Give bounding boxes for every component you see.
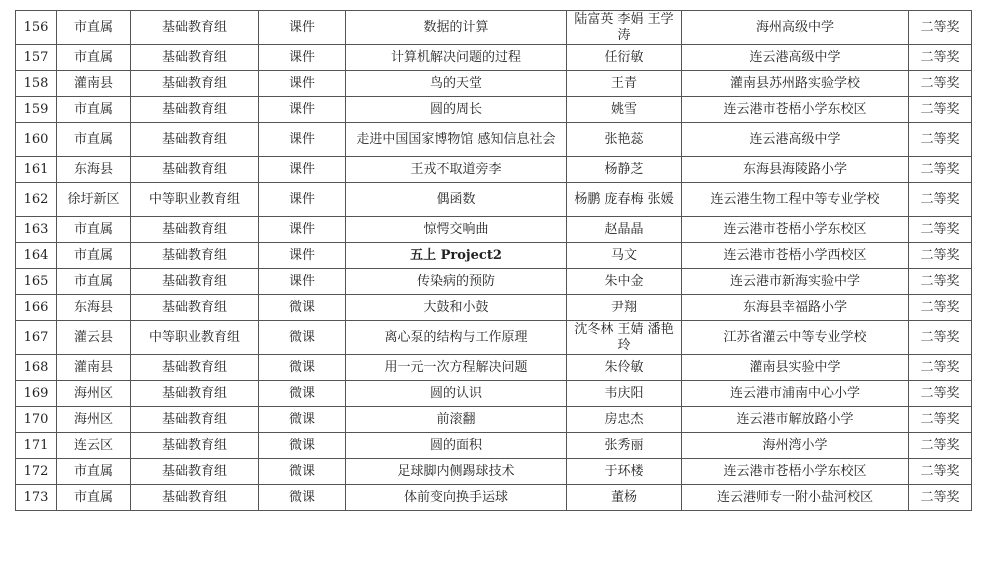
award-cell: 二等奖 [909, 485, 972, 511]
region-cell: 灌南县 [57, 71, 131, 97]
school-cell: 灌南县实验中学 [682, 355, 909, 381]
category-cell: 微课 [259, 459, 346, 485]
region-cell: 徐圩新区 [57, 183, 131, 217]
table-row [16, 407, 972, 433]
school-cell: 连云港市苍梧小学东校区 [682, 217, 909, 243]
region-cell: 市直属 [57, 217, 131, 243]
region-cell: 市直属 [57, 11, 131, 45]
row-number: 164 [16, 243, 57, 269]
award-cell: 二等奖 [909, 433, 972, 459]
school-cell: 连云港市苍梧小学西校区 [682, 243, 909, 269]
award-cell: 二等奖 [909, 45, 972, 71]
title-cell: 用一元一次方程解决问题 [346, 355, 567, 381]
category-cell: 课件 [259, 71, 346, 97]
title-cell: 大鼓和小鼓 [346, 295, 567, 321]
row-number: 172 [16, 459, 57, 485]
school-cell: 海州高级中学 [682, 11, 909, 45]
authors-cell: 房忠杰 [567, 407, 682, 433]
group-cell: 基础教育组 [131, 459, 259, 485]
table-row [16, 217, 972, 243]
group-cell: 基础教育组 [131, 11, 259, 45]
title-cell: 五上 Project2 [346, 243, 567, 269]
school-cell: 东海县海陵路小学 [682, 157, 909, 183]
category-cell: 微课 [259, 381, 346, 407]
row-number: 156 [16, 11, 57, 45]
category-cell: 微课 [259, 355, 346, 381]
row-number: 158 [16, 71, 57, 97]
award-cell: 二等奖 [909, 407, 972, 433]
row-number: 167 [16, 321, 57, 355]
table-row [16, 123, 972, 157]
school-cell: 连云港市新海实验中学 [682, 269, 909, 295]
table-row [16, 71, 972, 97]
title-cell: 体前变向换手运球 [346, 485, 567, 511]
school-cell: 连云港市苍梧小学东校区 [682, 459, 909, 485]
category-cell: 课件 [259, 11, 346, 45]
award-cell: 二等奖 [909, 217, 972, 243]
category-cell: 课件 [259, 157, 346, 183]
region-cell: 市直属 [57, 485, 131, 511]
group-cell: 基础教育组 [131, 355, 259, 381]
group-cell: 基础教育组 [131, 123, 259, 157]
category-cell: 微课 [259, 433, 346, 459]
title-cell: 偶函数 [346, 183, 567, 217]
award-cell: 二等奖 [909, 295, 972, 321]
row-number: 160 [16, 123, 57, 157]
group-cell: 基础教育组 [131, 269, 259, 295]
title-cell: 数据的计算 [346, 11, 567, 45]
authors-cell: 任衍敏 [567, 45, 682, 71]
school-cell: 灌南县苏州路实验学校 [682, 71, 909, 97]
region-cell: 市直属 [57, 45, 131, 71]
table-row [16, 11, 972, 45]
authors-cell: 杨静芝 [567, 157, 682, 183]
award-cell: 二等奖 [909, 381, 972, 407]
region-cell: 市直属 [57, 269, 131, 295]
row-number: 161 [16, 157, 57, 183]
school-cell: 连云港市解放路小学 [682, 407, 909, 433]
row-number: 168 [16, 355, 57, 381]
award-cell: 二等奖 [909, 269, 972, 295]
row-number: 171 [16, 433, 57, 459]
table-row [16, 269, 972, 295]
category-cell: 微课 [259, 485, 346, 511]
title-cell: 走进中国国家博物馆 感知信息社会 [346, 123, 567, 157]
table-row [16, 295, 972, 321]
region-cell: 市直属 [57, 97, 131, 123]
title-cell: 足球脚内侧踢球技术 [346, 459, 567, 485]
authors-cell: 陆富英 李娟 王学涛 [567, 11, 682, 45]
row-number: 162 [16, 183, 57, 217]
row-number: 165 [16, 269, 57, 295]
group-cell: 基础教育组 [131, 97, 259, 123]
table-row [16, 157, 972, 183]
authors-cell: 姚雪 [567, 97, 682, 123]
authors-cell: 朱中金 [567, 269, 682, 295]
title-cell: 王戎不取道旁李 [346, 157, 567, 183]
table-body [16, 11, 972, 511]
title-cell: 离心泵的结构与工作原理 [346, 321, 567, 355]
authors-cell: 沈冬林 王婧 潘艳玲 [567, 321, 682, 355]
row-number: 157 [16, 45, 57, 71]
row-number: 163 [16, 217, 57, 243]
table-row [16, 355, 972, 381]
region-cell: 连云区 [57, 433, 131, 459]
title-cell: 前滚翻 [346, 407, 567, 433]
row-number: 173 [16, 485, 57, 511]
category-cell: 微课 [259, 295, 346, 321]
authors-cell: 张秀丽 [567, 433, 682, 459]
region-cell: 灌云县 [57, 321, 131, 355]
group-cell: 中等职业教育组 [131, 183, 259, 217]
authors-cell: 尹翔 [567, 295, 682, 321]
region-cell: 东海县 [57, 157, 131, 183]
award-cell: 二等奖 [909, 123, 972, 157]
table-row [16, 459, 972, 485]
group-cell: 基础教育组 [131, 485, 259, 511]
award-cell: 二等奖 [909, 355, 972, 381]
category-cell: 课件 [259, 183, 346, 217]
award-cell: 二等奖 [909, 71, 972, 97]
authors-cell: 王青 [567, 71, 682, 97]
category-cell: 课件 [259, 97, 346, 123]
authors-cell: 杨鹏 庞春梅 张媛 [567, 183, 682, 217]
table-row [16, 243, 972, 269]
award-cell: 二等奖 [909, 11, 972, 45]
award-list [15, 10, 971, 511]
group-cell: 基础教育组 [131, 407, 259, 433]
table-row [16, 183, 972, 217]
group-cell: 基础教育组 [131, 433, 259, 459]
school-cell: 连云港师专一附小盐河校区 [682, 485, 909, 511]
title-cell: 鸟的天堂 [346, 71, 567, 97]
category-cell: 微课 [259, 407, 346, 433]
table-row [16, 485, 972, 511]
award-cell: 二等奖 [909, 157, 972, 183]
group-cell: 中等职业教育组 [131, 321, 259, 355]
region-cell: 市直属 [57, 459, 131, 485]
region-cell: 市直属 [57, 243, 131, 269]
title-cell: 计算机解决问题的过程 [346, 45, 567, 71]
group-cell: 基础教育组 [131, 217, 259, 243]
award-cell: 二等奖 [909, 321, 972, 355]
table-row [16, 381, 972, 407]
school-cell: 海州湾小学 [682, 433, 909, 459]
row-number: 166 [16, 295, 57, 321]
authors-cell: 张艳蕊 [567, 123, 682, 157]
row-number: 159 [16, 97, 57, 123]
category-cell: 课件 [259, 123, 346, 157]
group-cell: 基础教育组 [131, 71, 259, 97]
award-cell: 二等奖 [909, 243, 972, 269]
school-cell: 连云港高级中学 [682, 45, 909, 71]
category-cell: 课件 [259, 217, 346, 243]
title-cell: 惊愕交响曲 [346, 217, 567, 243]
category-cell: 课件 [259, 45, 346, 71]
region-cell: 海州区 [57, 381, 131, 407]
region-cell: 灌南县 [57, 355, 131, 381]
region-cell: 市直属 [57, 123, 131, 157]
school-cell: 江苏省灌云中等专业学校 [682, 321, 909, 355]
school-cell: 东海县幸福路小学 [682, 295, 909, 321]
school-cell: 连云港生物工程中等专业学校 [682, 183, 909, 217]
region-cell: 东海县 [57, 295, 131, 321]
award-table [15, 10, 972, 511]
region-cell: 海州区 [57, 407, 131, 433]
category-cell: 课件 [259, 243, 346, 269]
category-cell: 微课 [259, 321, 346, 355]
award-cell: 二等奖 [909, 97, 972, 123]
category-cell: 课件 [259, 269, 346, 295]
group-cell: 基础教育组 [131, 381, 259, 407]
title-cell: 圆的认识 [346, 381, 567, 407]
school-cell: 连云港市浦南中心小学 [682, 381, 909, 407]
authors-cell: 董杨 [567, 485, 682, 511]
row-number: 170 [16, 407, 57, 433]
authors-cell: 马文 [567, 243, 682, 269]
authors-cell: 赵晶晶 [567, 217, 682, 243]
authors-cell: 朱伶敏 [567, 355, 682, 381]
group-cell: 基础教育组 [131, 45, 259, 71]
award-cell: 二等奖 [909, 459, 972, 485]
row-number: 169 [16, 381, 57, 407]
school-cell: 连云港市苍梧小学东校区 [682, 97, 909, 123]
title-cell: 传染病的预防 [346, 269, 567, 295]
group-cell: 基础教育组 [131, 157, 259, 183]
authors-cell: 于环楼 [567, 459, 682, 485]
title-cell: 圆的周长 [346, 97, 567, 123]
authors-cell: 韦庆阳 [567, 381, 682, 407]
table-row [16, 97, 972, 123]
group-cell: 基础教育组 [131, 243, 259, 269]
award-cell: 二等奖 [909, 183, 972, 217]
table-row [16, 433, 972, 459]
table-row [16, 45, 972, 71]
table-row [16, 321, 972, 355]
school-cell: 连云港高级中学 [682, 123, 909, 157]
group-cell: 基础教育组 [131, 295, 259, 321]
title-cell: 圆的面积 [346, 433, 567, 459]
